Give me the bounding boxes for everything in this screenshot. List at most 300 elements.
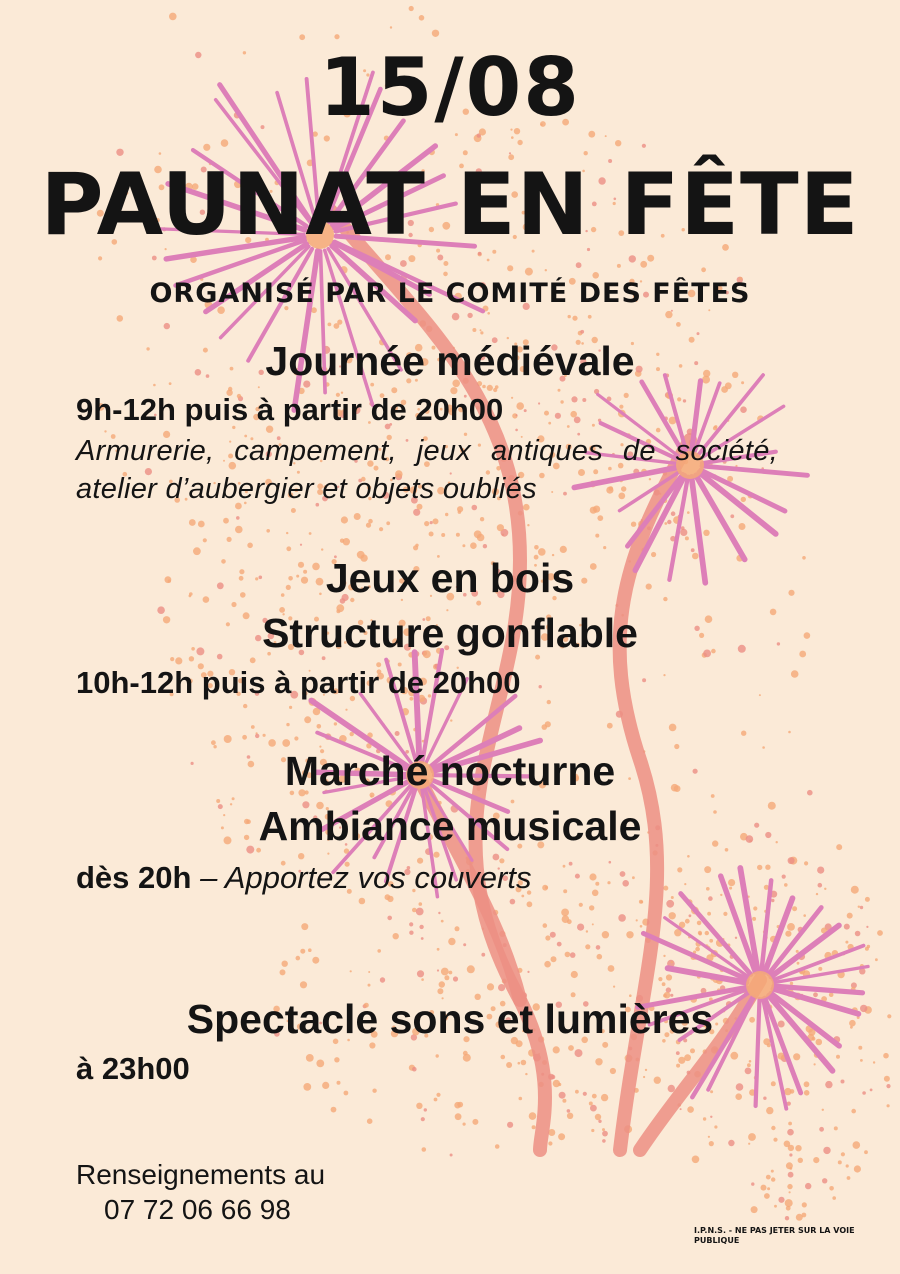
sparkle-dot [456, 533, 460, 537]
sparkle-dot [703, 530, 709, 536]
sparkle-dot [497, 524, 504, 531]
sparkle-dot [774, 1205, 777, 1208]
sparkle-dot [487, 983, 494, 990]
sparkle-dot [771, 1170, 774, 1173]
sparkle-dot [619, 405, 623, 409]
sparkle-dot [602, 931, 609, 938]
sparkle-dot [572, 316, 577, 321]
sparkle-dot [617, 264, 621, 268]
sparkle-dot [242, 735, 247, 740]
sparkle-dot [847, 913, 853, 919]
sparkle-dot [595, 882, 599, 886]
sparkle-dot [450, 1154, 453, 1157]
sparkle-dot [354, 513, 361, 520]
sparkle-dot [741, 731, 746, 736]
sparkle-dot [409, 6, 414, 11]
sparkle-dot [791, 670, 799, 678]
sparkle-dot [547, 700, 551, 704]
sparkle-dot [728, 1140, 734, 1146]
sparkle-dot [223, 518, 229, 524]
sparkle-dot [501, 1055, 506, 1060]
sparkle-dot [379, 527, 383, 531]
sparkle-dot [328, 323, 332, 327]
sparkle-dot [390, 26, 392, 28]
sparkle-dot [709, 1141, 714, 1146]
sparkle-dot [589, 1102, 593, 1106]
sparkle-dot [527, 971, 529, 973]
sparkle-dot [532, 1125, 536, 1129]
sparkle-dot [767, 1187, 770, 1190]
sparkle-dot [422, 1147, 427, 1152]
sparkle-dot [343, 538, 350, 545]
sparkle-dot [875, 958, 878, 961]
sparkle-dot [164, 323, 170, 329]
sparkle-dot [227, 537, 232, 542]
sparkle-dot [803, 914, 806, 917]
sparkle-dot [662, 982, 666, 986]
section-heading-inflatable: Structure gonflable [262, 610, 638, 656]
sparkle-dot [585, 944, 590, 949]
sparkle-dot [597, 954, 603, 960]
sparkle-dot [663, 955, 665, 957]
sparkle-dot [796, 950, 799, 953]
sparkle-dot [301, 923, 308, 930]
sparkle-dot [498, 984, 505, 991]
sparkle-dot [316, 1060, 324, 1068]
sparkle-dot [562, 915, 570, 923]
sparkle-dot [576, 262, 582, 268]
sparkle-dot [751, 1182, 754, 1185]
sparkle-dot [728, 879, 735, 886]
sparkle-dot [433, 518, 439, 524]
sparkle-dot [592, 890, 599, 897]
sparkle-dot [595, 1114, 601, 1120]
sparkle-dot [701, 267, 706, 272]
sparkle-dot [645, 1069, 647, 1071]
sparkle-dot [567, 425, 570, 428]
sparkle-dot [359, 898, 366, 905]
sparkle-dot [472, 328, 476, 332]
sparkle-dot [592, 923, 594, 925]
contact-label: Renseignements au [76, 1159, 326, 1190]
sparkle-dot [787, 923, 795, 931]
sparkle-dot [436, 1054, 439, 1057]
sparkle-dot [759, 694, 761, 696]
sparkle-dot [590, 1105, 597, 1112]
sparkle-dot [317, 724, 322, 729]
sparkle-dot [771, 1126, 775, 1130]
sparkle-dot [516, 414, 518, 416]
sparkle-dot [377, 949, 381, 953]
sparkle-dot [887, 1104, 890, 1107]
sparkle-dot [575, 1049, 583, 1057]
sparkle-dot [570, 411, 577, 418]
sparkle-dot [624, 393, 629, 398]
sparkle-dot [455, 1113, 462, 1120]
sparkle-dot [372, 1089, 376, 1093]
sparkle-dot [571, 396, 577, 402]
sparkle-dot [544, 961, 551, 968]
sparkle-dot [816, 893, 818, 895]
sparkle-dot [337, 320, 342, 325]
sparkle-dot [463, 1123, 466, 1126]
sparkle-dot [569, 862, 573, 866]
section-heading-night-market: Marché nocturne [284, 748, 616, 794]
sparkle-dot [518, 1062, 521, 1065]
sparkle-dot [559, 1092, 566, 1099]
sparkle-dot [786, 1206, 791, 1211]
sparkle-dot [790, 982, 793, 985]
sparkle-dot [618, 914, 626, 922]
sparkle-dot [765, 865, 770, 870]
sparkle-dot [671, 511, 676, 516]
sparkle-dot [684, 883, 686, 885]
sparkle-dot [553, 1046, 560, 1053]
sparkle-dot [592, 1094, 597, 1099]
sparkle-dot [795, 1145, 801, 1151]
sparkle-dot [824, 888, 826, 890]
sparkle-dot [602, 1131, 608, 1137]
market-time: dès 20h [76, 860, 192, 895]
sparkle-dot [773, 1138, 777, 1142]
sparkle-dot [789, 1191, 791, 1193]
sparkle-dot [235, 526, 243, 534]
sparkle-dot [654, 1077, 661, 1084]
sparkle-dot [677, 867, 682, 872]
sparkle-dot [539, 685, 542, 688]
sparkle-dot [441, 533, 445, 537]
sparkle-dot [386, 521, 390, 525]
sparkle-dot [306, 1054, 314, 1062]
sparkle-dot [562, 1099, 566, 1103]
sparkle-dot [818, 967, 822, 971]
section-heading-show: Spectacle sons et lumières [186, 996, 714, 1042]
sparkle-dot [620, 871, 626, 877]
sparkle-dot [739, 523, 746, 530]
sparkle-dot [366, 523, 371, 528]
sparkle-dot [421, 1117, 425, 1121]
sparkle-dot [669, 724, 677, 732]
sparkle-dot [788, 857, 795, 864]
sparkle-dot [822, 1178, 827, 1183]
sparkle-dot [506, 1062, 512, 1068]
sparkle-dot [334, 722, 337, 725]
sparkle-dot [438, 912, 440, 914]
sparkle-dot [286, 532, 288, 534]
sparkle-dot [430, 521, 433, 524]
sparkle-dot [866, 926, 868, 928]
sparkle-dot [793, 1053, 800, 1060]
sparkle-dot [571, 971, 578, 978]
sparkle-dot [387, 916, 392, 921]
sparkle-dot [300, 949, 305, 954]
sparkle-dot [676, 1064, 680, 1068]
sparkle-dot [280, 969, 286, 975]
sparkle-dot [596, 945, 601, 950]
sparkle-dot [467, 965, 475, 973]
sparkle-dot [439, 981, 445, 987]
sparkle-dot [747, 1063, 751, 1067]
sparkle-dot [429, 532, 434, 537]
sparkle-dot [117, 315, 124, 322]
sparkle-dot [221, 139, 229, 147]
sparkle-dot [676, 1051, 680, 1055]
sparkle-dot [877, 930, 883, 936]
sparkle-dot [424, 1108, 427, 1111]
sparkle-dot [607, 881, 610, 884]
sparkle-dot [838, 1160, 842, 1164]
section-time-market [76, 858, 531, 898]
sparkle-dot [560, 400, 563, 403]
sparkle-dot [751, 1206, 758, 1213]
sparkle-dot [787, 1184, 792, 1189]
sparkle-dot [748, 1133, 756, 1141]
section-time-show: à 23h00 [76, 1051, 190, 1086]
sparkle-dot [817, 867, 824, 874]
sparkle-dot [529, 1112, 537, 1120]
sparkle-dot [819, 1127, 824, 1132]
sparkle-dot [441, 920, 444, 923]
sparkle-dot [723, 912, 727, 916]
sparkle-dot [395, 731, 400, 736]
sparkle-dot [561, 909, 569, 917]
sparkle-dot [844, 924, 850, 930]
organizer-line: ORGANISÉ PAR LE COMITÉ DES FÊTES [149, 278, 751, 309]
sparkle-dot [255, 734, 259, 738]
sparkle-dot [457, 1102, 463, 1108]
sparkle-dot [865, 947, 869, 951]
sparkle-dot [247, 543, 253, 549]
sparkle-dot [883, 1053, 889, 1059]
sparkle-dot [671, 961, 673, 963]
sparkle-dot [592, 424, 595, 427]
sparkle-dot [729, 887, 732, 890]
sparkle-dot [567, 1113, 573, 1119]
sparkle-dot [243, 704, 247, 708]
sparkle-dot [804, 1081, 810, 1087]
sparkle-dot [766, 1107, 773, 1114]
sparkle-dot [814, 1063, 816, 1065]
sparkle-dot [790, 1089, 795, 1094]
sparkle-dot [683, 399, 686, 402]
sparkle-dot [417, 970, 424, 977]
sparkle-dot [690, 1048, 695, 1053]
sparkle-dot [312, 957, 319, 964]
sparkle-dot [745, 1068, 752, 1075]
legal-notice: I.P.N.S. - NE PAS JETER SUR LA VOIE PUBLIQUE [694, 1226, 855, 1245]
sparkle-dot [322, 1082, 329, 1089]
sparkle-dot [749, 1060, 752, 1063]
sparkle-dot [563, 865, 566, 868]
sparkle-dot [865, 897, 870, 902]
sparkle-dot [595, 534, 599, 538]
sparkle-dot [735, 1093, 742, 1100]
sparkle-dot [709, 939, 713, 943]
sparkle-dot [467, 313, 472, 318]
sparkle-dot [443, 261, 448, 266]
sparkle-dot [873, 1061, 875, 1063]
sparkle-dot [557, 942, 562, 947]
sparkle-dot [570, 952, 576, 958]
sparkle-dot [341, 516, 348, 523]
sparkle-dot [545, 721, 551, 727]
sparkle-dot [607, 723, 613, 729]
sparkle-dot [601, 1094, 608, 1101]
sparkle-dot [282, 961, 288, 967]
sparkle-dot [666, 900, 674, 908]
sparkle-dot [416, 908, 424, 916]
sparkle-dot [544, 411, 549, 416]
sparkle-dot [632, 876, 635, 879]
sparkle-dot [829, 1186, 834, 1191]
market-note: Apportez vos couverts [224, 860, 532, 895]
sparkle-dot [558, 1133, 565, 1140]
sparkle-dot [553, 1080, 560, 1087]
sparkle-dot [689, 914, 692, 917]
sparkle-dot [764, 1193, 770, 1199]
sparkle-dot [761, 1185, 767, 1191]
sparkle-dot [763, 1097, 766, 1100]
sparkle-dot [847, 1176, 851, 1180]
sparkle-dot [331, 1107, 337, 1113]
sparkle-dot [602, 1139, 606, 1143]
sparkle-dot [345, 709, 347, 711]
sparkle-dot [704, 866, 711, 873]
sparkle-dot [393, 933, 399, 939]
sparkle-dot [567, 1109, 571, 1113]
sparkle-dot [687, 855, 690, 858]
sparkle-dot [434, 1098, 438, 1102]
sparkle-dot [495, 1144, 500, 1149]
sparkle-dot [507, 1122, 513, 1128]
section-time-medieval: 9h-12h puis à partir de 20h00 [76, 392, 504, 427]
sparkle-dot [548, 422, 551, 425]
sparkle-dot [785, 1216, 789, 1220]
sparkle-dot [412, 1067, 417, 1072]
section-heading-medieval: Journée médiévale [265, 338, 635, 384]
sparkle-dot [642, 144, 646, 148]
sparkle-dot [834, 1126, 838, 1130]
sparkle-dot [583, 1092, 587, 1096]
sparkle-dot [668, 1085, 675, 1092]
sparkle-dot [610, 1068, 616, 1074]
sparkle-dot [463, 1051, 468, 1056]
sparkle-dot [350, 970, 352, 972]
sparkle-dot [796, 1214, 803, 1221]
sparkle-dot [608, 965, 615, 972]
sparkle-dot [525, 268, 533, 276]
sparkle-dot [591, 1129, 594, 1132]
sparkle-dot [449, 971, 453, 975]
market-separator: – [191, 860, 225, 895]
sparkle-dot [524, 409, 527, 412]
sparkle-dot [598, 1120, 601, 1123]
sparkle-dot [450, 719, 452, 721]
sparkle-dot [198, 521, 205, 528]
sparkle-dot [453, 976, 458, 981]
sparkle-dot [609, 861, 612, 864]
sparkle-dot [666, 974, 672, 980]
sparkle-dot [437, 948, 440, 951]
sparkle-dot [680, 1108, 682, 1110]
sparkle-dot [692, 1156, 700, 1164]
sparkle-dot [671, 896, 674, 899]
sparkle-dot [822, 1109, 824, 1111]
sparkle-dot [730, 1052, 738, 1060]
sparkle-dot [782, 875, 786, 879]
contact-phone: 07 72 06 66 98 [104, 1194, 291, 1225]
sparkle-dot [771, 899, 774, 902]
sparkle-dot [527, 524, 529, 526]
sparkle-dot [289, 706, 292, 709]
sparkle-dot [474, 530, 482, 538]
sparkle-dot [169, 13, 177, 21]
sparkle-dot [695, 947, 700, 952]
sparkle-dot [805, 1183, 811, 1189]
sparkle-dot [832, 1196, 836, 1200]
sparkle-dot [203, 538, 207, 542]
sparkle-dot [251, 725, 255, 729]
sparkle-dot [870, 1089, 873, 1092]
sparkle-dot [555, 413, 561, 419]
sparkle-dot [472, 1119, 478, 1125]
sparkle-dot [304, 716, 311, 723]
sparkle-dot [788, 1122, 792, 1126]
sparkle-dot [545, 935, 550, 940]
sparkle-dot [294, 736, 298, 740]
sparkle-dot [681, 526, 685, 530]
sparkle-dot [603, 546, 606, 549]
sparkle-dot [615, 140, 621, 146]
sparkle-dot [586, 930, 588, 932]
sparkle-dot [753, 906, 757, 910]
sparkle-dot [703, 1117, 706, 1120]
sparkle-dot [462, 544, 465, 547]
sparkle-dot [525, 1073, 527, 1075]
sparkle-dot [421, 937, 424, 940]
sparkle-dot [640, 261, 647, 268]
sparkle-dot [862, 1091, 866, 1095]
sparkle-dot [860, 906, 863, 909]
sparkle-dot [291, 508, 296, 513]
sparkle-dot [432, 30, 439, 37]
sparkle-dot [836, 1055, 840, 1059]
sparkle-dot [419, 902, 423, 906]
sparkle-dot [804, 1090, 810, 1096]
sparkle-dot [300, 544, 302, 546]
sparkle-dot [189, 519, 196, 526]
sparkle-dot [368, 984, 371, 987]
sparkle-dot [483, 544, 487, 548]
sparkle-dot [550, 932, 556, 938]
sparkle-dot [818, 883, 823, 888]
sparkle-dot [534, 545, 539, 550]
sparkle-dot [714, 1125, 717, 1128]
sparkle-dot [677, 397, 681, 401]
sparkle-dot [706, 887, 710, 891]
sparkle-dot [308, 948, 312, 952]
sparkle-dot [663, 886, 668, 891]
sparkle-dot [705, 931, 709, 935]
sparkle-dot [658, 977, 662, 981]
sparkle-dot [841, 1152, 845, 1156]
sparkle-dot [748, 1143, 750, 1145]
sparkle-dot [589, 873, 596, 880]
sparkle-dot [636, 919, 638, 921]
sparkle-dot [548, 1141, 552, 1145]
sparkle-dot [792, 906, 797, 911]
sparkle-dot [854, 1165, 861, 1172]
